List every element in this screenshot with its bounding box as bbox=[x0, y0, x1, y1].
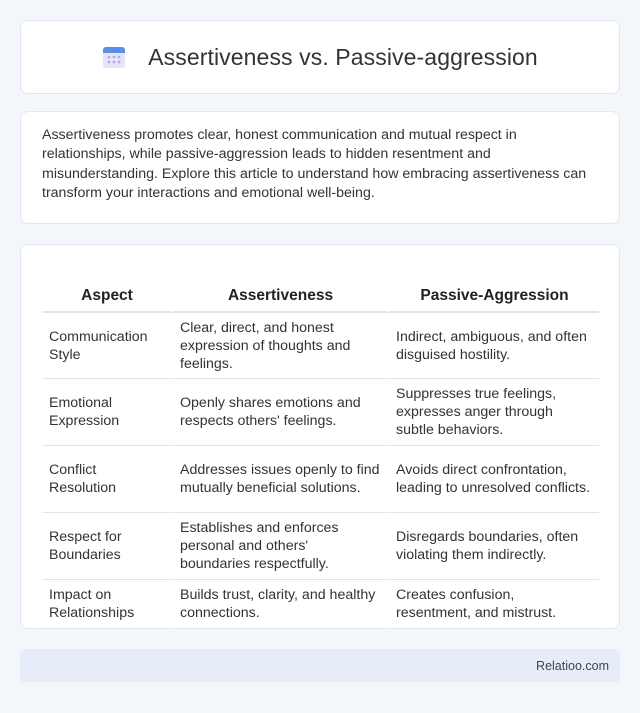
comparison-card bbox=[20, 244, 620, 629]
assertiveness-cell: Establishes and enforces personal and others' boundaries respectfully. bbox=[174, 513, 390, 580]
header-assertiveness: Assertiveness bbox=[174, 265, 390, 313]
passive-aggression-cell: Indirect, ambiguous, and often disguised hostility. bbox=[390, 313, 599, 379]
passive-aggression-cell: Suppresses true feelings, expresses anger through subtle behaviors. bbox=[390, 379, 599, 446]
passive-aggression-cell: Disregards boundaries, often violating them indirectly. bbox=[390, 513, 599, 580]
assertiveness-cell: Openly shares emotions and respects others' feelings. bbox=[174, 379, 390, 446]
assertiveness-cell: Builds trust, clarity, and healthy connections. bbox=[174, 580, 390, 629]
table-row bbox=[43, 580, 599, 629]
comparison-table bbox=[43, 265, 599, 629]
title-card bbox=[20, 20, 620, 94]
table-row bbox=[43, 446, 599, 513]
footer-brand[interactable]: Relatioo.com bbox=[536, 658, 609, 673]
aspect-cell: Emotional Expression bbox=[43, 379, 174, 446]
calendar-icon bbox=[102, 45, 126, 69]
aspect-cell: Conflict Resolution bbox=[43, 446, 174, 513]
footer-bar bbox=[20, 649, 620, 682]
assertiveness-cell: Clear, direct, and honest expression of thoughts and feelings. bbox=[174, 313, 390, 379]
intro-text: Assertiveness promotes clear, honest communication and mutual respect in relationships, while passive-aggression leads to hidden resentment and misunderstanding. Explore this article to understand how embracing assertiveness can transform your interactions and emotional well-being. bbox=[42, 127, 587, 202]
header-passive-aggression: Passive-Aggression bbox=[390, 265, 599, 313]
aspect-cell: Respect for Boundaries bbox=[43, 513, 174, 580]
intro-card bbox=[20, 111, 620, 224]
table-row bbox=[43, 379, 599, 446]
aspect-cell: Impact on Relationships bbox=[43, 580, 174, 629]
header-aspect: Aspect bbox=[43, 265, 174, 313]
table-row bbox=[43, 513, 599, 580]
page-title: Assertiveness vs. Passive-aggression bbox=[148, 43, 538, 70]
assertiveness-cell: Addresses issues openly to find mutually beneficial solutions. bbox=[174, 446, 390, 513]
table-header-row bbox=[43, 265, 599, 313]
passive-aggression-cell: Avoids direct confrontation, leading to unresolved conflicts. bbox=[390, 446, 599, 513]
table-row bbox=[43, 313, 599, 379]
passive-aggression-cell: Creates confusion, resentment, and mistrust. bbox=[390, 580, 599, 629]
aspect-cell: Communication Style bbox=[43, 313, 174, 379]
